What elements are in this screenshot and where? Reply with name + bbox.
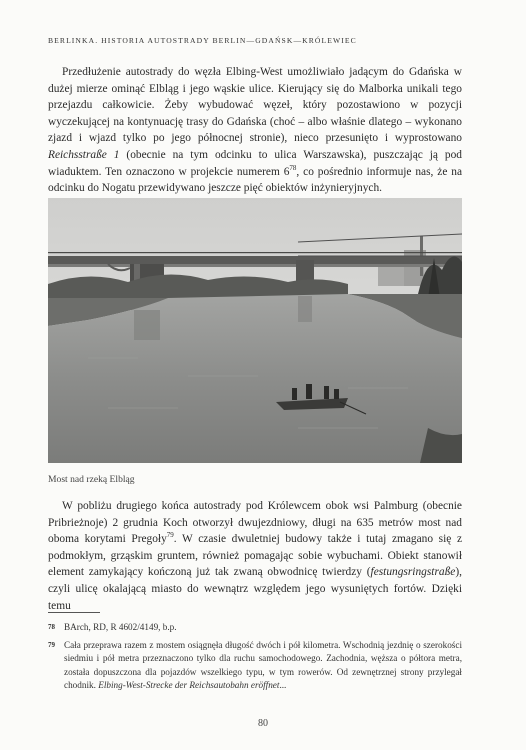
paragraph-2-text-b: . W czasie dwuletniej budowy także i tutaj zmagano się z podmokłym, grząskim gruntem, również pomagając sobie wybuchami. Obiekt stanowił element zamykający kończoną już tak zwaną obwodnicę twierdzy ( [48, 533, 462, 579]
footnote-79 [48, 639, 462, 693]
footnote-78 [48, 621, 462, 635]
photo-illustration [48, 198, 462, 463]
footnotes [48, 621, 462, 697]
paragraph-1 [48, 64, 462, 197]
photo-caption: Most nad rzeką Elbląg [48, 474, 135, 485]
paragraph-1-text-b: (obecnie na tym odcinku to ulica Warszawska), puszczając ją pod wiaduktem. Ten oznaczono w projekcie numerem 6 [48, 148, 462, 178]
paragraph-2-text-a: W pobliżu drugiego końca autostrady pod Królewcem obok wsi Palmburg (obecnie Pribrieżnoje) 2 grudnia Koch otworzył dwujezdniowy, długi na 635 metrów most nad oboma korytami Pregoły [48, 500, 462, 546]
paragraph-1-text-c: , co pośrednio informuje nas, że na odcinku do Nogatu przewidywano jeszcze pięć obiektów inżynieryjnych. [48, 165, 462, 195]
paragraph-1-text-a: Przedłużenie autostrady do węzła Elbing-West umożliwiało jadącym do Gdańska w dużej mierze ominąć Elbląg i jego wąskie ulice. Kierujący się do Malborka unikali tego przejazdu całkowicie. Żeby wybudować węzeł, który pozostawiono w pozycji wyczekującej na kontynuację trasy do Gdańska (choć – albo właśnie dlatego – wykonano zjazd i wjazd tylko po jego północnej stronie), nieco przesunięto i wyprostowano [48, 66, 462, 145]
paragraph-2 [48, 498, 462, 614]
footnote-number: 79 [48, 640, 55, 649]
footnote-text: Cała przeprawa razem z mostem osiągnęła długość dwóch i pół kilometra. Wschodnią jezdnię o szerokości siedmiu i pół metra przeznaczono tylko dla ruchu samochodowego. Zachodnia, węższa o półtora metra, została dopuszczona dla pojazdów wszelkiego typu, w tym rowerów. Od zewnętrznej strony przylegał chodnik. [64, 639, 462, 691]
footnote-text: BArch, RD, R 4602/4149, b.p. [64, 622, 177, 632]
footnote-divider [48, 612, 100, 613]
footnote-ref-79[interactable]: 79 [166, 531, 174, 540]
photo-bridge-over-river [48, 198, 462, 463]
footnote-number: 78 [48, 623, 55, 631]
running-head: BERLINKA. HISTORIA AUTOSTRADY BERLIN—GDAŃSK—KRÓLEWIEC [48, 36, 357, 45]
footnote-text-end: ... [279, 680, 287, 691]
page-number: 80 [258, 718, 268, 729]
paragraph-2-italic: festungsringstraße [370, 566, 456, 579]
footnote-italic-title: Elbing-West-Strecke der Reichsautobahn eröffnet [98, 680, 280, 691]
paragraph-2-text-c: ), czyli ulicę okalającą miasto do wewnątrz względem jego wysuniętych fortów. Dzięki temu [48, 566, 462, 612]
footnote-ref-78[interactable]: 78 [289, 163, 297, 172]
paragraph-1-italic: Reichsstraße 1 [48, 148, 120, 161]
